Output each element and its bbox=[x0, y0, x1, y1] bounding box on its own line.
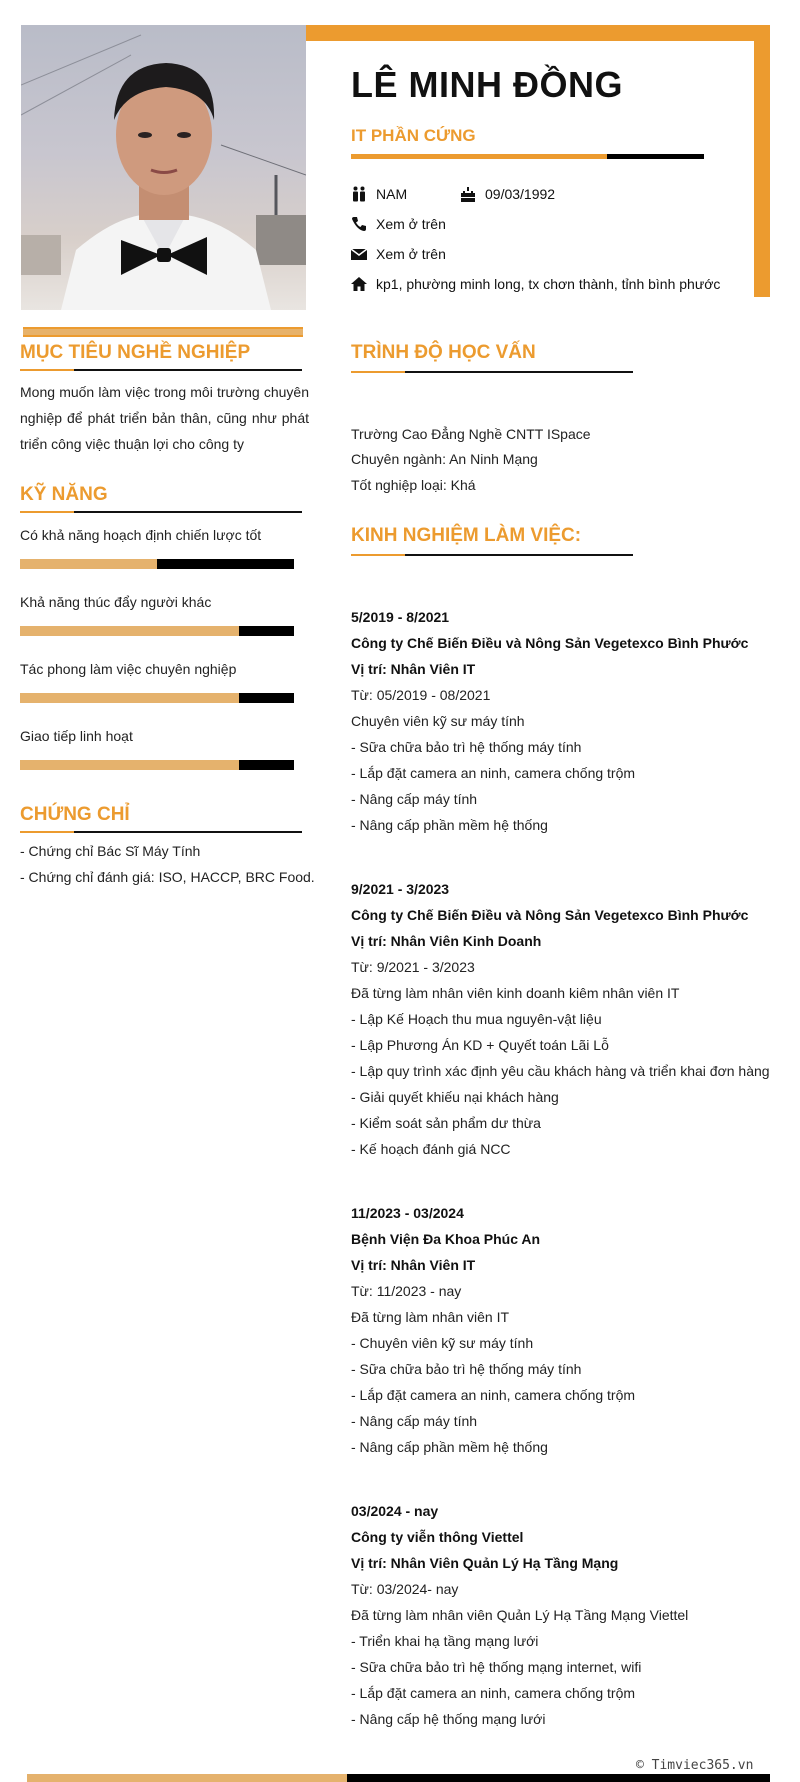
footer-bar-accent bbox=[27, 1774, 347, 1782]
header-frame-top bbox=[306, 25, 770, 41]
education-major: Chuyên ngành: An Ninh Mạng bbox=[351, 451, 538, 467]
experience-detail: - Lắp đặt camera an ninh, camera chống trộm bbox=[351, 1387, 636, 1403]
profile-photo-illustration bbox=[21, 25, 306, 310]
skills-heading-accent bbox=[20, 511, 74, 513]
experience-detail: - Nâng cấp máy tính bbox=[351, 791, 478, 807]
skill-bar-fill bbox=[20, 693, 239, 703]
left-divider bbox=[23, 327, 303, 337]
header-frame-right bbox=[754, 25, 770, 297]
experience-entry bbox=[351, 604, 771, 838]
experience-from: Từ: 05/2019 - 08/2021 bbox=[351, 687, 491, 703]
experience-detail: - Nâng cấp phần mềm hệ thống bbox=[351, 1439, 548, 1455]
home-icon bbox=[351, 276, 367, 292]
experience-position: Vị trí: Nhân Viên Quản Lý Hạ Tầng Mạng bbox=[351, 1555, 619, 1571]
skill-bar bbox=[20, 626, 294, 636]
experience-detail: - Kế hoạch đánh giá NCC bbox=[351, 1141, 511, 1157]
experience-detail: - Kiểm soát sản phẩm dư thừa bbox=[351, 1115, 541, 1131]
experience-detail: - Nâng cấp máy tính bbox=[351, 1413, 478, 1429]
candidate-name: LÊ MINH ĐỒNG bbox=[351, 64, 623, 105]
education-heading-accent bbox=[351, 371, 405, 373]
certificates-heading-line bbox=[20, 831, 302, 833]
experience-position: Vị trí: Nhân Viên Kinh Doanh bbox=[351, 933, 542, 949]
skill-label: Giao tiếp linh hoạt bbox=[20, 728, 133, 744]
experience-company: Bệnh Viện Đa Khoa Phúc An bbox=[351, 1231, 541, 1247]
gender-value: NAM bbox=[376, 186, 408, 202]
experience-detail: Đã từng làm nhân viên Quản Lý Hạ Tầng Mạng Viettel bbox=[351, 1607, 689, 1623]
experience-detail: Đã từng làm nhân viên IT bbox=[351, 1309, 510, 1325]
skills-heading: KỸ NĂNG bbox=[20, 484, 108, 505]
cake-icon bbox=[460, 186, 476, 202]
skill-label: Có khả năng hoạch định chiến lược tốt bbox=[20, 527, 262, 543]
experience-detail: - Giải quyết khiếu nại khách hàng bbox=[351, 1089, 559, 1105]
title-underline-accent bbox=[351, 154, 607, 159]
experience-detail: - Lập quy trình xác định yêu cầu khách hàng và triển khai đơn hàng bbox=[351, 1063, 770, 1079]
experience-period: 11/2023 - 03/2024 bbox=[351, 1205, 464, 1221]
envelope-icon bbox=[351, 246, 367, 262]
experience-position: Vị trí: Nhân Viên IT bbox=[351, 1257, 476, 1273]
skill-bar bbox=[20, 693, 294, 703]
footer-brand: © Timviec365.vn bbox=[636, 1758, 754, 1773]
education-grade: Tốt nghiệp loại: Khá bbox=[351, 477, 476, 493]
experience-heading: KINH NGHIỆM LÀM VIỆC: bbox=[351, 525, 582, 546]
email-value: Xem ở trên bbox=[376, 246, 446, 262]
skill-bar bbox=[20, 559, 294, 569]
certificates-heading: CHỨNG CHỈ bbox=[20, 804, 130, 825]
footer-bar bbox=[27, 1774, 770, 1782]
experience-company: Công ty Chế Biến Điều và Nông Sản Vegetexco Bình Phước bbox=[351, 635, 749, 651]
skill-bar-fill bbox=[20, 626, 239, 636]
experience-period: 03/2024 - nay bbox=[351, 1503, 439, 1519]
experience-detail: Đã từng làm nhân viên kinh doanh kiêm nhân viên IT bbox=[351, 985, 680, 1001]
experience-position: Vị trí: Nhân Viên IT bbox=[351, 661, 476, 677]
experience-detail: - Sữa chữa bảo trì hệ thống máy tính bbox=[351, 739, 582, 755]
experience-detail: Chuyên viên kỹ sư máy tính bbox=[351, 713, 525, 729]
experience-detail: - Sữa chữa bảo trì hệ thống máy tính bbox=[351, 1361, 582, 1377]
experience-from: Từ: 03/2024- nay bbox=[351, 1581, 459, 1597]
experience-period: 9/2021 - 3/2023 bbox=[351, 881, 450, 897]
experience-detail: - Lắp đặt camera an ninh, camera chống trộm bbox=[351, 1685, 636, 1701]
profile-photo bbox=[21, 25, 306, 310]
skill-bar bbox=[20, 760, 294, 770]
experience-detail: - Sữa chữa bảo trì hệ thống mạng internet, wifi bbox=[351, 1659, 642, 1675]
experience-company: Công ty viễn thông Viettel bbox=[351, 1529, 524, 1545]
experience-entry bbox=[351, 876, 771, 1162]
experience-entry bbox=[351, 1200, 771, 1460]
education-heading: TRÌNH ĐỘ HỌC VẤN bbox=[351, 342, 536, 363]
objective-text: Mong muốn làm việc trong môi trường chuyên nghiệp để phát triển bản thân, cũng như phát triển công việc thuận lợi cho công ty bbox=[20, 384, 309, 452]
phone-icon bbox=[351, 216, 367, 232]
education-school: Trường Cao Đẳng Nghề CNTT ISpace bbox=[351, 426, 591, 442]
skills-heading-line bbox=[20, 511, 302, 513]
experience-detail: - Lắp đặt camera an ninh, camera chống trộm bbox=[351, 765, 636, 781]
experience-detail: - Chuyên viên kỹ sư máy tính bbox=[351, 1335, 534, 1351]
experience-period: 5/2019 - 8/2021 bbox=[351, 609, 450, 625]
email-row bbox=[351, 246, 446, 262]
certificates-heading-accent bbox=[20, 831, 74, 833]
experience-detail: - Nâng cấp phần mềm hệ thống bbox=[351, 817, 548, 833]
experience-detail: - Lập Kế Hoạch thu mua nguyên-vật liệu bbox=[351, 1011, 602, 1027]
experience-from: Từ: 11/2023 - nay bbox=[351, 1283, 462, 1299]
experience-from: Từ: 9/2021 - 3/2023 bbox=[351, 959, 475, 975]
skill-bar-fill bbox=[20, 559, 157, 569]
phone-row bbox=[351, 216, 446, 232]
birthdate-value: 09/03/1992 bbox=[485, 186, 556, 202]
certificate-item: - Chứng chỉ đánh giá: ISO, HACCP, BRC Food. bbox=[20, 869, 315, 885]
birthdate-row bbox=[460, 186, 555, 202]
address-row bbox=[351, 276, 720, 292]
objective-heading-accent bbox=[20, 369, 74, 371]
education-heading-line bbox=[351, 371, 633, 373]
gender-row bbox=[351, 186, 407, 202]
skill-bar-fill bbox=[20, 760, 239, 770]
skill-label: Khả năng thúc đẩy người khác bbox=[20, 594, 212, 610]
title-underline bbox=[351, 154, 704, 159]
skill-label: Tác phong làm việc chuyên nghiệp bbox=[20, 661, 237, 677]
certificate-item: - Chứng chỉ Bác Sĩ Máy Tính bbox=[20, 843, 201, 859]
address-value: kp1, phường minh long, tx chơn thành, tỉnh bình phước bbox=[376, 276, 721, 292]
experience-detail: - Lập Phương Án KD + Quyết toán Lãi Lỗ bbox=[351, 1037, 609, 1053]
experience-company: Công ty Chế Biến Điều và Nông Sản Vegetexco Bình Phước bbox=[351, 907, 749, 923]
experience-detail: - Triển khai hạ tầng mạng lưới bbox=[351, 1633, 539, 1649]
objective-heading-line bbox=[20, 369, 302, 371]
experience-heading-accent bbox=[351, 554, 405, 556]
experience-heading-line bbox=[351, 554, 633, 556]
people-icon bbox=[351, 186, 367, 202]
objective-heading: MỤC TIÊU NGHỀ NGHIỆP bbox=[20, 342, 251, 363]
phone-value: Xem ở trên bbox=[376, 216, 446, 232]
experience-entry bbox=[351, 1498, 771, 1732]
experience-detail: - Nâng cấp hệ thống mạng lưới bbox=[351, 1711, 546, 1727]
job-title: IT PHẦN CỨNG bbox=[351, 126, 476, 145]
